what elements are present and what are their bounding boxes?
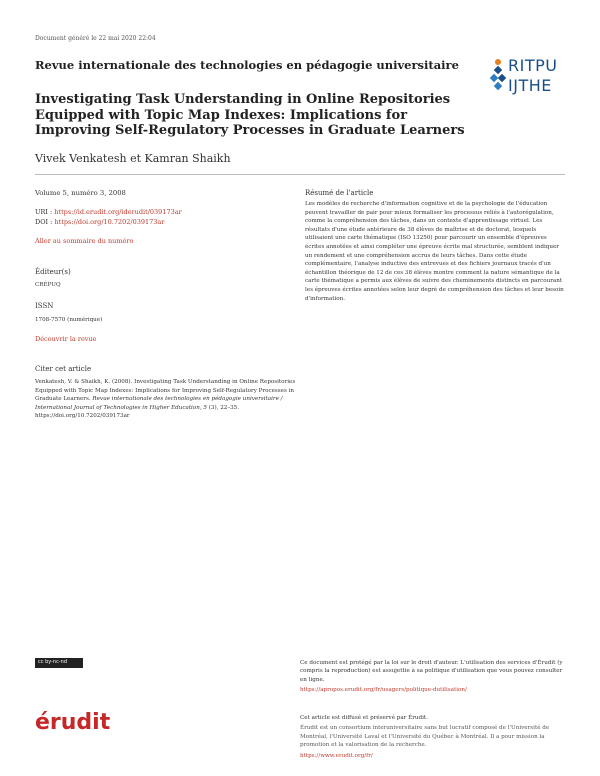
cite-label: Citer cet article (35, 365, 92, 373)
erudit-link[interactable]: https://www.erudit.org/fr/ (300, 752, 373, 759)
cc-license-text: cc by-nc-nd (38, 659, 68, 665)
erudit-logo[interactable]: érudit (35, 710, 111, 735)
uri-link[interactable]: https://id.erudit.org/iderudit/039173ar (54, 208, 182, 216)
citation-part-3: (3), 22–35. https://doi.org/10.7202/039173ar (35, 404, 240, 420)
logo-ritpu-text: RITPU (508, 56, 558, 75)
cc-license-badge[interactable] (35, 658, 83, 668)
citation-part-1: Venkatesh, V. & Shaikh, K. (2008). Investigating Task Understanding in Online Repositories Equipped with Topic Map Indexes: Implications for Improving Self-Regulatory Processes in Graduate Learners. (35, 379, 296, 403)
erudit-notice (300, 714, 565, 760)
logo-ijthe-text: IJTHE (508, 76, 552, 95)
issue-summary-link[interactable]: Aller au sommaire du numéro (35, 237, 134, 245)
ritpu-logo-mark (488, 58, 508, 98)
issn-value: 1708-7570 (numérique) (35, 317, 103, 323)
publisher-label: Éditeur(s) (35, 268, 71, 276)
uri-label: URI : (35, 208, 55, 216)
doi-line (35, 218, 164, 226)
ritpu-logo[interactable] (488, 54, 568, 104)
divider (35, 174, 565, 175)
usage-policy-link[interactable]: https://apropos.erudit.org/fr/usagers/politique-dutilisation/ (300, 687, 467, 694)
erudit-notice-text: Érudit est un consortium interuniversitaire sans but lucratif composé de l'Université de Montréal, l'Université Laval et l'Université du Québec à Montréal. Il a pour mission la promotion et la valorisation de la recherche. (300, 725, 550, 749)
issn-label: ISSN (35, 302, 54, 310)
abstract-text: Les modèles de recherche d'information cognitive et de la psychologie de l'éducation peuvent travailler de pair pour mieux formaliser les processus reliés à l'autorégulation, comme la compréhension des tâches, dans un contexte d'apprentissage virtuel. Les résultats d'une étude antérieure de 38 élèves de maîtrise et de doctorat, lesquels utilisaient une carte thématique (ISO 13250) pour parcourir un ensemble d'épreuves écrites annotées et ainsi compléter une épreuve écrite mal structurée, semblent indiquer un rendement et une compréhension accrus de leurs tâches. Dans cette étude complémentaire, l'analyse inductive des entrevues et des fichiers journaux tracés d'un échantillon théorique de 12 de ces 38 élèves montre comment la nature sémantique de la carte thématique a permis aux élèves de suivre des cheminements distincts en parcourant les épreuves écrites annotées selon leur degré de compréhension des tâches et leur besoin d'information. (305, 201, 564, 302)
erudit-notice-title: Cet article est diffusé et préservé par Érudit. (300, 715, 428, 721)
citation-text (35, 378, 300, 421)
doi-label: DOI : (35, 218, 55, 226)
article-title: Investigating Task Understanding in Online Repositories Equipped with Topic Map Indexes: Implications for Improving Self-Regulatory Processes in Graduate Learners (35, 92, 465, 138)
generated-date: Document généré le 22 mai 2020 22:04 (35, 35, 156, 42)
rights-notice (300, 659, 565, 695)
citation-journal: Revue internationale des technologies en pédagogie universitaire / International Journal of Technologies in Higher Education, 5 (35, 396, 283, 411)
journal-title: Revue internationale des technologies en pédagogie universitaire (35, 58, 459, 72)
discover-journal-link[interactable]: Découvrir la revue (35, 335, 97, 343)
doi-link[interactable]: https://doi.org/10.7202/039173ar (54, 218, 165, 226)
uri-line (35, 208, 182, 216)
article-authors: Vivek Venkatesh et Kamran Shaikh (35, 152, 231, 165)
rights-text: Ce document est protégé par la loi sur le droit d'auteur. L'utilisation des services d'Érudit (y compris la reproduction) est assujettie à sa politique d'utilisation que vous pouvez consulter en ligne. (300, 660, 563, 683)
abstract-label: Résumé de l'article (305, 189, 374, 197)
publisher-value: CRÉPUQ (35, 282, 61, 288)
volume-info: Volume 5, numéro 3, 2008 (35, 189, 126, 197)
